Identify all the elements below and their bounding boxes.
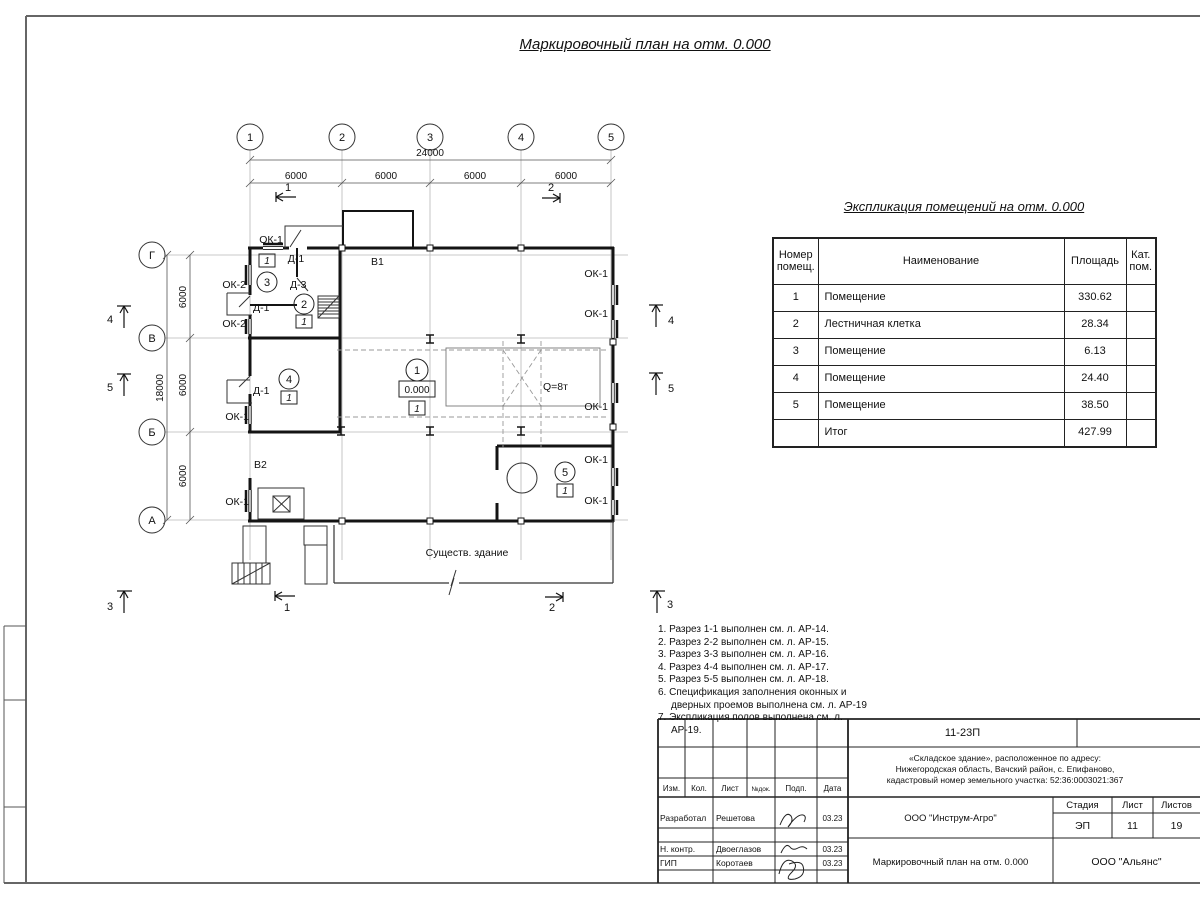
header-sheets: Листов bbox=[1161, 800, 1192, 811]
date-developer: 03.23 bbox=[822, 814, 843, 823]
cell-name: Помещение bbox=[818, 365, 1064, 392]
dim-seg: 6000 bbox=[374, 171, 398, 182]
col-num: Номер помещ. bbox=[773, 238, 818, 284]
cell-area: 6.13 bbox=[1064, 338, 1126, 365]
name-developer: Решетова bbox=[716, 813, 755, 823]
room-4-num: 4 bbox=[285, 374, 293, 386]
label-ok1: ОК-1 bbox=[225, 411, 249, 423]
axis-2: 2 bbox=[338, 132, 346, 144]
label-d1: Д-1 bbox=[253, 385, 270, 397]
date-ncontrol: 03.23 bbox=[822, 845, 843, 854]
cell-name: Помещение bbox=[818, 338, 1064, 365]
dim-total-top: 24000 bbox=[416, 148, 444, 159]
label-ok2: ОК-2 bbox=[222, 318, 246, 330]
sheets-value: 19 bbox=[1170, 820, 1183, 832]
cell-cat bbox=[1126, 392, 1156, 419]
axis-1: 1 bbox=[246, 132, 254, 144]
section-1-top: 1 bbox=[284, 182, 292, 194]
cell-num: 3 bbox=[773, 338, 818, 365]
cell-cat bbox=[1126, 284, 1156, 311]
label-ok1: ОК-1 bbox=[584, 495, 608, 507]
name-gip: Коротаев bbox=[716, 858, 753, 868]
col-cat: Кат. пом. bbox=[1126, 238, 1156, 284]
header-kol: Кол. bbox=[691, 784, 707, 793]
stairs bbox=[318, 296, 339, 318]
date-gip: 03.23 bbox=[822, 859, 843, 868]
project-address-line1: «Складское здание», расположенное по адресу: bbox=[908, 753, 1102, 763]
dim-seg: 6000 bbox=[178, 464, 189, 488]
cell-num: 5 bbox=[773, 392, 818, 419]
section-1-bottom: 1 bbox=[283, 602, 291, 614]
table-row bbox=[773, 365, 1156, 392]
signature-1 bbox=[780, 814, 805, 827]
label-gate-v2: В2 bbox=[254, 459, 267, 471]
cell-name: Помещение bbox=[818, 392, 1064, 419]
cell-cat bbox=[1126, 338, 1156, 365]
porch-b2 bbox=[258, 488, 304, 519]
cell-area: 427.99 bbox=[1064, 419, 1126, 447]
cell-num: 2 bbox=[773, 311, 818, 338]
table-row bbox=[773, 392, 1156, 419]
room-1-num: 1 bbox=[413, 365, 421, 377]
table-row-total bbox=[773, 419, 1156, 447]
room-3-floor: 1 bbox=[264, 256, 270, 267]
room-3-num: 3 bbox=[263, 277, 271, 289]
note-item: 3. Разрез 3-3 выполнен см. л. АР-16. bbox=[658, 649, 829, 661]
project-address-line2: Нижегородская область, Вачский район, с. Епифаново, bbox=[895, 764, 1115, 774]
room-marker-texts bbox=[264, 256, 568, 497]
section-4-right: 4 bbox=[667, 315, 675, 327]
col-name: Наименование bbox=[818, 238, 1064, 284]
cell-name: Лестничная клетка bbox=[818, 311, 1064, 338]
room-1-level: 0.000 bbox=[404, 385, 430, 396]
room-5-floor: 1 bbox=[562, 486, 568, 497]
axis-a: А bbox=[148, 515, 156, 527]
dimension-texts bbox=[155, 148, 578, 487]
table-row bbox=[773, 311, 1156, 338]
axis-g: Г bbox=[149, 250, 155, 262]
header-list: Лист bbox=[721, 784, 739, 793]
margin-boxes bbox=[4, 626, 26, 883]
entrance-platforms bbox=[232, 526, 327, 584]
doc-number: 11-23П bbox=[944, 727, 981, 739]
dim-total-left: 18000 bbox=[155, 374, 166, 402]
partitions bbox=[250, 211, 413, 305]
dim-seg: 6000 bbox=[554, 171, 578, 182]
dim-seg: 6000 bbox=[178, 285, 189, 309]
stage-value: ЭП bbox=[1074, 820, 1091, 832]
label-crane-capacity: Q=8т bbox=[543, 381, 568, 393]
dim-seg: 6000 bbox=[463, 171, 487, 182]
section-2-top: 2 bbox=[547, 182, 555, 194]
dim-seg: 6000 bbox=[178, 373, 189, 397]
header-ndok: №док. bbox=[751, 786, 771, 793]
role-developer: Разработал bbox=[660, 813, 707, 823]
axis-5: 5 bbox=[607, 132, 615, 144]
col-area: Площадь bbox=[1064, 238, 1126, 284]
axis-b: Б bbox=[148, 427, 156, 439]
cell-num: 1 bbox=[773, 284, 818, 311]
page-title: Маркировочный план на отм. 0.000 bbox=[519, 36, 771, 53]
label-ok1: ОК-1 bbox=[584, 308, 608, 320]
header-stage: Стадия bbox=[1066, 800, 1099, 811]
schedule-title: Экспликация помещений на отм. 0.000 bbox=[843, 199, 1085, 214]
room-2-floor: 1 bbox=[301, 317, 307, 328]
label-ok2: ОК-2 bbox=[222, 279, 246, 291]
note-item: 6. Спецификация заполнения оконных и дверных проемов выполнена см. л. АР-19 bbox=[658, 686, 867, 711]
role-ncontrol: Н. контр. bbox=[660, 844, 696, 854]
label-ok1: ОК-1 bbox=[259, 234, 283, 246]
note-item: 5. Разрез 5-5 выполнен см. л. АР-18. bbox=[658, 674, 829, 686]
cell-cat bbox=[1126, 311, 1156, 338]
label-d3: Д-3 bbox=[290, 279, 307, 291]
section-4-left: 4 bbox=[106, 314, 114, 326]
cell-cat bbox=[1126, 419, 1156, 447]
cell-name: Помещение bbox=[818, 284, 1064, 311]
cell-num bbox=[773, 419, 818, 447]
label-d1: Д-1 bbox=[253, 302, 270, 314]
room-schedule-table bbox=[772, 237, 1157, 448]
org2-name: ООО "Альянс" bbox=[1091, 856, 1162, 868]
schedule-header-row bbox=[773, 238, 1156, 284]
label-ok1: ОК-1 bbox=[225, 496, 249, 508]
note-item: 1. Разрез 1-1 выполнен см. л. АР-14. bbox=[658, 624, 829, 635]
section-3-bl: 3 bbox=[106, 601, 114, 613]
label-gate-v1: В1 bbox=[371, 256, 384, 268]
table-row bbox=[773, 338, 1156, 365]
signature-2 bbox=[781, 845, 807, 853]
room-4-floor: 1 bbox=[286, 393, 292, 404]
section-2-bottom: 2 bbox=[548, 602, 556, 614]
cell-area: 24.40 bbox=[1064, 365, 1126, 392]
cell-area: 38.50 bbox=[1064, 392, 1126, 419]
schedule bbox=[772, 237, 1157, 448]
header-data: Дата bbox=[823, 784, 842, 793]
section-3-br: 3 bbox=[666, 599, 674, 611]
name-ncontrol: Двоеглазов bbox=[716, 844, 762, 854]
axis-4: 4 bbox=[517, 132, 525, 144]
sheet-title: Маркировочный план на отм. 0.000 bbox=[872, 857, 1029, 868]
sheet-value: 11 bbox=[1127, 820, 1138, 832]
axis-3: 3 bbox=[426, 132, 434, 144]
cell-num: 4 bbox=[773, 365, 818, 392]
room-2-num: 2 bbox=[300, 299, 308, 311]
role-gip: ГИП bbox=[660, 858, 677, 868]
notes-list bbox=[658, 624, 876, 737]
note-item: 2. Разрез 2-2 выполнен см. л. АР-15. bbox=[658, 636, 829, 648]
project-address-line3: кадастровый номер земельного участка: 52:36:0003021:367 bbox=[886, 775, 1124, 785]
label-ok1: ОК-1 bbox=[584, 401, 608, 413]
axis-bubble-labels bbox=[148, 132, 614, 527]
section-5-right: 5 bbox=[667, 383, 675, 395]
header-izm: Изм. bbox=[662, 784, 681, 793]
header-sheet: Лист bbox=[1122, 800, 1143, 811]
note-item: 4. Разрез 4-4 выполнен см. л. АР-17. bbox=[658, 661, 829, 673]
room-1-floor: 1 bbox=[414, 404, 420, 415]
tank-circle bbox=[507, 463, 537, 493]
table-row bbox=[773, 284, 1156, 311]
label-ok1: ОК-1 bbox=[584, 454, 608, 466]
note-item: 7. Экспликация полов выполнена см. л. АР-19. bbox=[658, 712, 843, 736]
cell-area: 330.62 bbox=[1064, 284, 1126, 311]
cell-name: Итог bbox=[818, 419, 1064, 447]
label-existing-building: Существ. здание bbox=[425, 547, 509, 559]
label-d1: Д-1 bbox=[287, 253, 305, 265]
section-5-left: 5 bbox=[106, 382, 114, 394]
cell-cat bbox=[1126, 365, 1156, 392]
room-5-num: 5 bbox=[561, 467, 569, 479]
label-ok1: ОК-1 bbox=[584, 268, 608, 280]
header-podp: Подп. bbox=[785, 784, 807, 793]
org-name: ООО "Инструм-Агро" bbox=[904, 813, 997, 824]
dim-seg: 6000 bbox=[284, 171, 308, 182]
axis-v: В bbox=[148, 333, 156, 345]
wall-column-marks bbox=[339, 245, 616, 524]
cell-area: 28.34 bbox=[1064, 311, 1126, 338]
